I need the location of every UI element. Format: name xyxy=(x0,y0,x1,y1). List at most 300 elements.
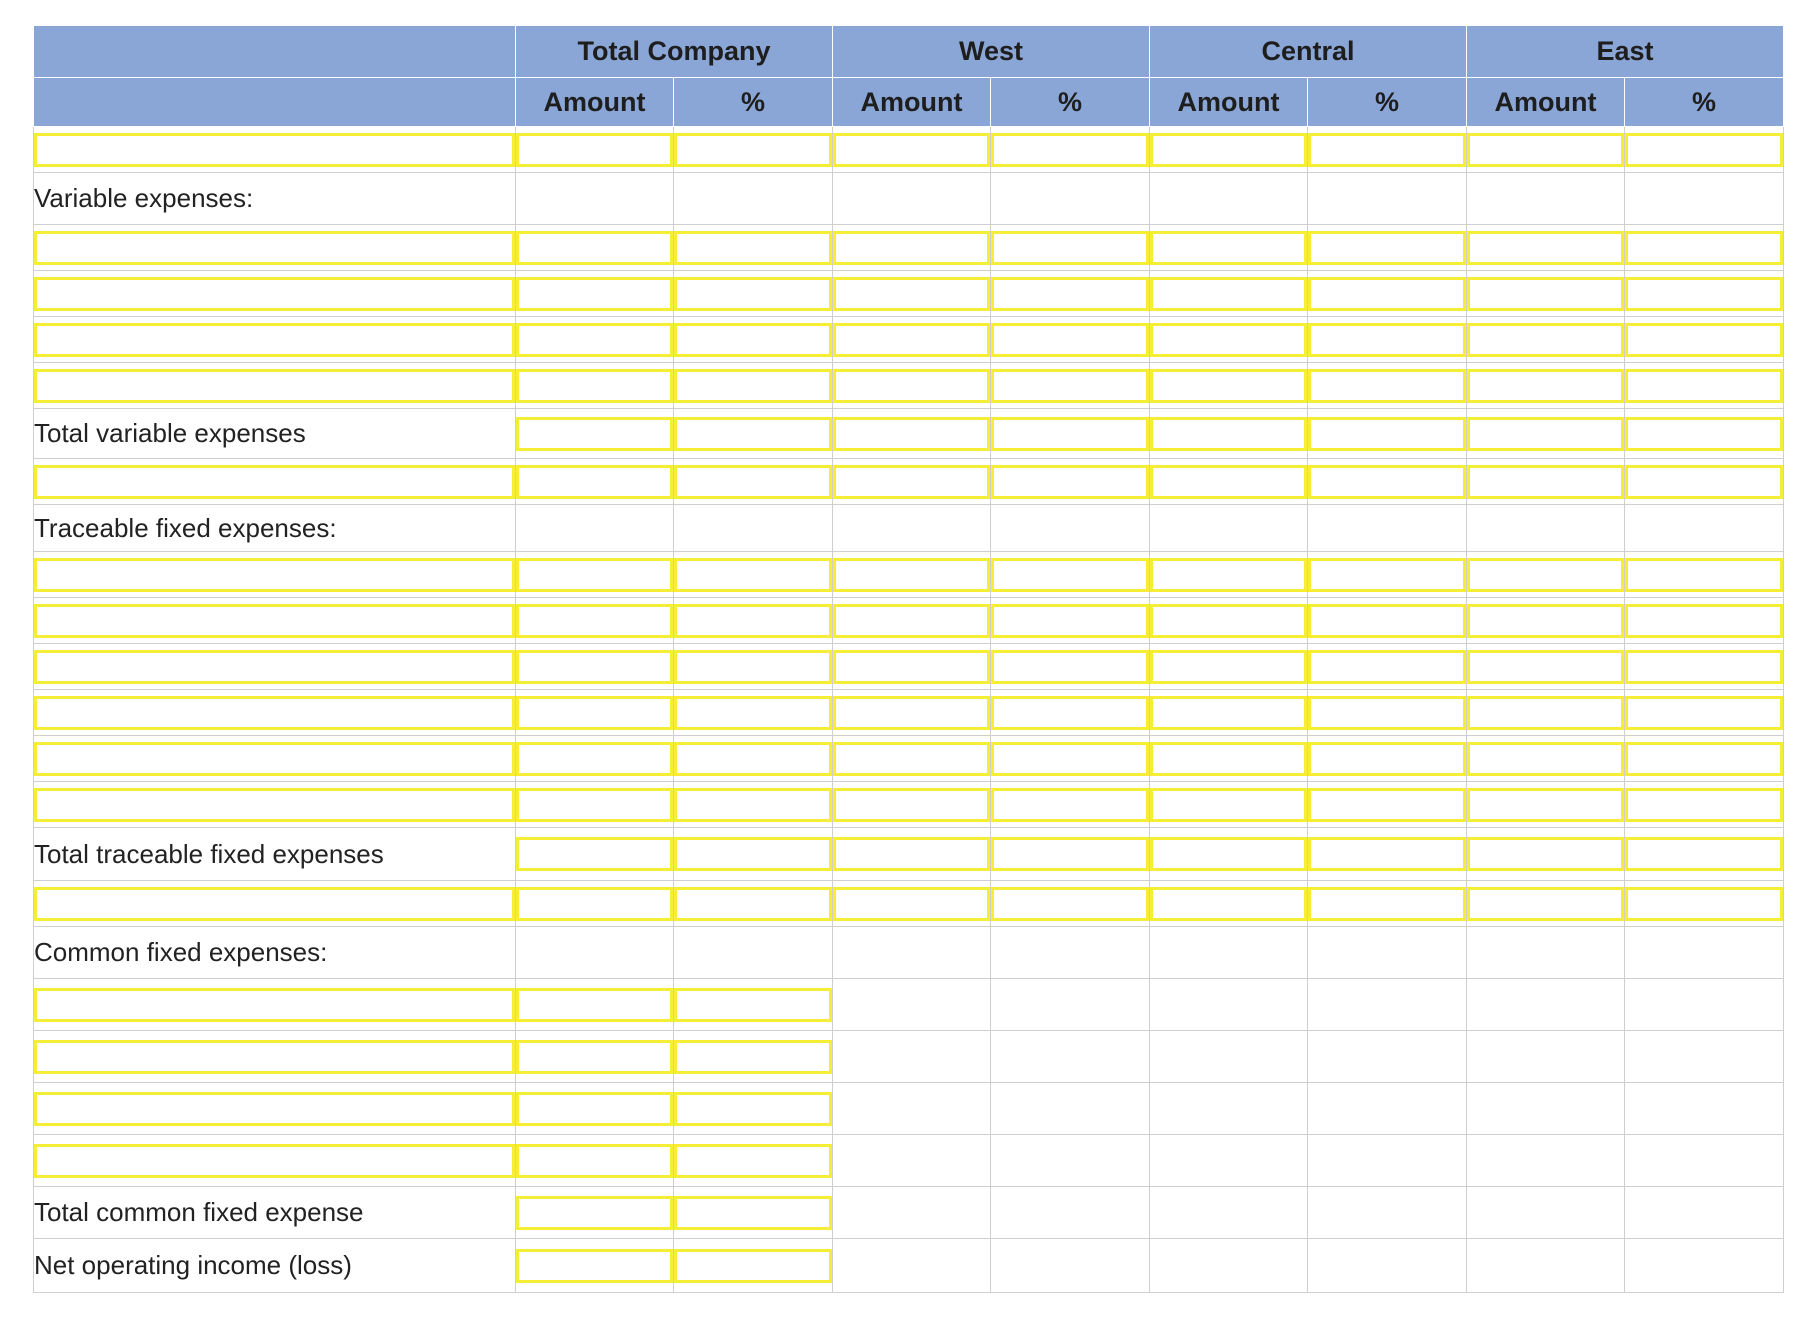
total-percent-input[interactable] xyxy=(674,887,832,921)
central-amount-input[interactable] xyxy=(1150,696,1307,730)
sales-east-percent-input[interactable] xyxy=(1625,133,1783,167)
empty-cell xyxy=(1625,1083,1784,1135)
amount-cell xyxy=(516,782,674,828)
total-amount-input[interactable] xyxy=(516,558,673,592)
contribution-margin-label-cell xyxy=(34,459,516,505)
total-amount-input[interactable] xyxy=(516,231,673,265)
west-percent-input[interactable] xyxy=(991,277,1149,311)
amount-cell xyxy=(1467,409,1625,459)
empty-cell xyxy=(833,927,991,979)
percent-cell xyxy=(1625,644,1784,690)
variable-expense-label-input[interactable] xyxy=(34,277,515,311)
segmented-income-statement-table xyxy=(33,25,1784,1293)
empty-cell xyxy=(1467,979,1625,1031)
empty-cell xyxy=(833,1083,991,1135)
east-amount-input[interactable] xyxy=(1467,277,1624,311)
empty-cell xyxy=(1467,1083,1625,1135)
percent-cell xyxy=(991,598,1150,644)
percent-cell xyxy=(991,225,1150,271)
variable-expense-label-cell xyxy=(34,363,516,409)
header-row-groups xyxy=(34,26,1784,78)
east-amount-input[interactable] xyxy=(1467,887,1624,921)
sales-label-input[interactable] xyxy=(34,133,515,167)
percent-cell xyxy=(1308,271,1467,317)
central-amount-input[interactable] xyxy=(1150,465,1307,499)
sales-west-percent-cell xyxy=(991,127,1150,173)
amount-cell xyxy=(1150,736,1308,782)
west-percent-input[interactable] xyxy=(991,650,1149,684)
empty-cell xyxy=(1308,927,1467,979)
total-percent-input[interactable] xyxy=(674,1092,832,1126)
total-variable-expenses-row xyxy=(34,409,1784,459)
amount-cell xyxy=(516,271,674,317)
variable-expense-label-cell xyxy=(34,317,516,363)
variable-expense-label-input[interactable] xyxy=(34,231,515,265)
amount-cell xyxy=(516,1031,674,1083)
east-percent-input[interactable] xyxy=(1625,417,1783,451)
traceable-fixed-expense-label-input[interactable] xyxy=(34,650,515,684)
traceable-fixed-expense-label-cell xyxy=(34,736,516,782)
empty-cell xyxy=(1150,979,1308,1031)
central-amount-input[interactable] xyxy=(1150,558,1307,592)
total-amount-input[interactable] xyxy=(516,1092,673,1126)
amount-cell xyxy=(1467,736,1625,782)
total-common-fixed-expense-row xyxy=(34,1187,1784,1239)
amount-cell xyxy=(1150,552,1308,598)
sales-west-amount-input[interactable] xyxy=(833,133,990,167)
central-amount-input[interactable] xyxy=(1150,417,1307,451)
amount-cell xyxy=(516,363,674,409)
header-central-percent: % xyxy=(1308,78,1467,127)
common-fixed-expense-row xyxy=(34,979,1784,1031)
west-percent-input[interactable] xyxy=(991,696,1149,730)
total-amount-input[interactable] xyxy=(516,369,673,403)
header-row-columns xyxy=(34,78,1784,127)
east-amount-input[interactable] xyxy=(1467,231,1624,265)
west-amount-input[interactable] xyxy=(833,231,990,265)
west-amount-input[interactable] xyxy=(833,323,990,357)
percent-cell xyxy=(1625,459,1784,505)
amount-cell xyxy=(516,690,674,736)
empty-cell xyxy=(1150,927,1308,979)
sales-total-amount-input[interactable] xyxy=(516,133,673,167)
east-amount-input[interactable] xyxy=(1467,742,1624,776)
percent-cell xyxy=(1625,317,1784,363)
traceable-fixed-expense-label-input[interactable] xyxy=(34,742,515,776)
total-percent-input[interactable] xyxy=(674,788,832,822)
common-fixed-expense-label-input[interactable] xyxy=(34,1092,515,1126)
traceable-fixed-expense-label-input[interactable] xyxy=(34,604,515,638)
common-fixed-expense-label-input[interactable] xyxy=(34,1040,515,1074)
central-percent-input[interactable] xyxy=(1308,558,1466,592)
central-percent-input[interactable] xyxy=(1308,231,1466,265)
amount-cell xyxy=(1467,317,1625,363)
sales-central-amount-input[interactable] xyxy=(1150,133,1307,167)
percent-cell xyxy=(991,828,1150,881)
total-percent-input[interactable] xyxy=(674,417,832,451)
percent-cell xyxy=(991,690,1150,736)
central-amount-input[interactable] xyxy=(1150,837,1307,871)
west-amount-input[interactable] xyxy=(833,369,990,403)
empty-cell xyxy=(1625,1239,1784,1293)
total-amount-input[interactable] xyxy=(516,1144,673,1178)
west-percent-input[interactable] xyxy=(991,465,1149,499)
percent-cell xyxy=(674,782,833,828)
total-percent-input[interactable] xyxy=(674,277,832,311)
percent-cell xyxy=(674,1031,833,1083)
variable-expense-row xyxy=(34,271,1784,317)
amount-cell xyxy=(1150,598,1308,644)
east-amount-input[interactable] xyxy=(1467,788,1624,822)
east-percent-input[interactable] xyxy=(1625,558,1783,592)
east-percent-input[interactable] xyxy=(1625,742,1783,776)
east-amount-input[interactable] xyxy=(1467,323,1624,357)
total-percent-input[interactable] xyxy=(674,742,832,776)
empty-cell xyxy=(674,927,833,979)
net-operating-income-label: Net operating income (loss) xyxy=(34,1239,516,1293)
empty-cell xyxy=(991,1239,1150,1293)
central-amount-input[interactable] xyxy=(1150,604,1307,638)
central-amount-input[interactable] xyxy=(1150,788,1307,822)
header-east-percent: % xyxy=(1625,78,1784,127)
east-amount-input[interactable] xyxy=(1467,369,1624,403)
header-blank xyxy=(34,26,516,78)
east-percent-input[interactable] xyxy=(1625,323,1783,357)
amount-cell xyxy=(1467,271,1625,317)
percent-cell xyxy=(1625,552,1784,598)
west-amount-input[interactable] xyxy=(833,650,990,684)
empty-cell xyxy=(991,1187,1150,1239)
central-percent-input[interactable] xyxy=(1308,323,1466,357)
amount-cell xyxy=(516,225,674,271)
percent-cell xyxy=(674,363,833,409)
percent-cell xyxy=(1625,782,1784,828)
percent-cell xyxy=(674,828,833,881)
contribution-margin-label-input[interactable] xyxy=(34,465,515,499)
empty-cell xyxy=(1467,173,1625,225)
empty-cell xyxy=(1308,1135,1467,1187)
east-amount-input[interactable] xyxy=(1467,465,1624,499)
central-amount-input[interactable] xyxy=(1150,887,1307,921)
total-amount-input[interactable] xyxy=(516,837,673,871)
total-percent-input[interactable] xyxy=(674,231,832,265)
variable-expenses-label: Variable expenses: xyxy=(34,173,516,225)
empty-cell xyxy=(674,505,833,552)
total-percent-input[interactable] xyxy=(674,604,832,638)
percent-cell xyxy=(1625,409,1784,459)
percent-cell xyxy=(1308,317,1467,363)
east-amount-input[interactable] xyxy=(1467,650,1624,684)
traceable-fixed-expense-label-cell xyxy=(34,552,516,598)
empty-cell xyxy=(1308,173,1467,225)
east-amount-input[interactable] xyxy=(1467,417,1624,451)
percent-cell xyxy=(991,317,1150,363)
east-amount-input[interactable] xyxy=(1467,837,1624,871)
total-amount-input[interactable] xyxy=(516,323,673,357)
total-percent-input[interactable] xyxy=(674,988,832,1022)
amount-cell xyxy=(833,271,991,317)
traceable-fixed-expense-label-cell xyxy=(34,782,516,828)
total-amount-input[interactable] xyxy=(516,742,673,776)
west-amount-input[interactable] xyxy=(833,417,990,451)
total-percent-input[interactable] xyxy=(674,558,832,592)
east-percent-input[interactable] xyxy=(1625,277,1783,311)
west-percent-input[interactable] xyxy=(991,231,1149,265)
percent-cell xyxy=(1625,598,1784,644)
total-amount-input[interactable] xyxy=(516,1196,673,1230)
total-amount-input[interactable] xyxy=(516,696,673,730)
east-percent-input[interactable] xyxy=(1625,650,1783,684)
total-percent-input[interactable] xyxy=(674,1196,832,1230)
west-amount-input[interactable] xyxy=(833,604,990,638)
central-percent-input[interactable] xyxy=(1308,417,1466,451)
header-total-company: Total Company xyxy=(516,26,833,78)
empty-cell xyxy=(1150,1135,1308,1187)
central-percent-input[interactable] xyxy=(1308,465,1466,499)
header-east: East xyxy=(1467,26,1784,78)
amount-cell xyxy=(516,979,674,1031)
percent-cell xyxy=(1625,271,1784,317)
traceable-fixed-expense-label-input[interactable] xyxy=(34,696,515,730)
empty-cell xyxy=(991,505,1150,552)
header-central: Central xyxy=(1150,26,1467,78)
amount-cell xyxy=(833,881,991,927)
central-percent-input[interactable] xyxy=(1308,696,1466,730)
total-percent-input[interactable] xyxy=(674,696,832,730)
east-percent-input[interactable] xyxy=(1625,231,1783,265)
percent-cell xyxy=(991,459,1150,505)
empty-cell xyxy=(833,505,991,552)
central-percent-input[interactable] xyxy=(1308,887,1466,921)
traceable-fixed-expense-row xyxy=(34,782,1784,828)
east-percent-input[interactable] xyxy=(1625,837,1783,871)
sales-total-percent-input[interactable] xyxy=(674,133,832,167)
percent-cell xyxy=(1625,225,1784,271)
east-amount-input[interactable] xyxy=(1467,604,1624,638)
empty-cell xyxy=(991,927,1150,979)
percent-cell xyxy=(1308,782,1467,828)
west-amount-input[interactable] xyxy=(833,837,990,871)
west-percent-input[interactable] xyxy=(991,837,1149,871)
total-percent-input[interactable] xyxy=(674,369,832,403)
amount-cell xyxy=(1467,552,1625,598)
east-percent-input[interactable] xyxy=(1625,887,1783,921)
west-percent-input[interactable] xyxy=(991,369,1149,403)
amount-cell xyxy=(516,459,674,505)
total-amount-input[interactable] xyxy=(516,1249,673,1283)
empty-cell xyxy=(1308,1083,1467,1135)
east-percent-input[interactable] xyxy=(1625,696,1783,730)
percent-cell xyxy=(674,979,833,1031)
central-percent-input[interactable] xyxy=(1308,277,1466,311)
variable-expense-label-input[interactable] xyxy=(34,323,515,357)
amount-cell xyxy=(516,736,674,782)
amount-cell xyxy=(1467,363,1625,409)
east-percent-input[interactable] xyxy=(1625,465,1783,499)
west-percent-input[interactable] xyxy=(991,742,1149,776)
total-variable-expenses-label: Total variable expenses xyxy=(34,409,516,459)
percent-cell xyxy=(1308,409,1467,459)
west-amount-input[interactable] xyxy=(833,788,990,822)
central-amount-input[interactable] xyxy=(1150,742,1307,776)
variable-expense-label-cell xyxy=(34,225,516,271)
total-amount-input[interactable] xyxy=(516,417,673,451)
empty-cell xyxy=(1625,1187,1784,1239)
percent-cell xyxy=(1308,644,1467,690)
east-percent-input[interactable] xyxy=(1625,604,1783,638)
segment-margin-label-cell xyxy=(34,881,516,927)
percent-cell xyxy=(991,363,1150,409)
empty-cell xyxy=(1308,979,1467,1031)
west-percent-input[interactable] xyxy=(991,558,1149,592)
empty-cell xyxy=(1625,1031,1784,1083)
east-amount-input[interactable] xyxy=(1467,558,1624,592)
sales-total-amount-cell xyxy=(516,127,674,173)
west-amount-input[interactable] xyxy=(833,558,990,592)
traceable-fixed-expense-label-cell xyxy=(34,690,516,736)
percent-cell xyxy=(1625,690,1784,736)
variable-expense-label-input[interactable] xyxy=(34,369,515,403)
central-percent-input[interactable] xyxy=(1308,788,1466,822)
central-percent-input[interactable] xyxy=(1308,604,1466,638)
traceable-fixed-expense-row xyxy=(34,644,1784,690)
traceable-fixed-expense-row xyxy=(34,598,1784,644)
total-amount-input[interactable] xyxy=(516,988,673,1022)
header-west: West xyxy=(833,26,1150,78)
total-percent-input[interactable] xyxy=(674,1249,832,1283)
west-amount-input[interactable] xyxy=(833,465,990,499)
empty-cell xyxy=(833,1031,991,1083)
percent-cell xyxy=(1308,552,1467,598)
total-traceable-fixed-expenses-label: Total traceable fixed expenses xyxy=(34,828,516,881)
total-percent-input[interactable] xyxy=(674,1144,832,1178)
common-fixed-expenses-label: Common fixed expenses: xyxy=(34,927,516,979)
total-percent-input[interactable] xyxy=(674,323,832,357)
total-percent-input[interactable] xyxy=(674,650,832,684)
total-amount-input[interactable] xyxy=(516,650,673,684)
variable-expense-row xyxy=(34,225,1784,271)
amount-cell xyxy=(833,598,991,644)
total-common-fixed-expense-label: Total common fixed expense xyxy=(34,1187,516,1239)
central-percent-input[interactable] xyxy=(1308,742,1466,776)
empty-cell xyxy=(1467,1135,1625,1187)
amount-cell xyxy=(516,1187,674,1239)
traceable-fixed-expenses-label: Traceable fixed expenses: xyxy=(34,505,516,552)
west-percent-input[interactable] xyxy=(991,323,1149,357)
percent-cell xyxy=(991,409,1150,459)
percent-cell xyxy=(991,644,1150,690)
sales-east-amount-input[interactable] xyxy=(1467,133,1624,167)
percent-cell xyxy=(1625,828,1784,881)
east-percent-input[interactable] xyxy=(1625,788,1783,822)
total-amount-input[interactable] xyxy=(516,604,673,638)
traceable-fixed-expense-label-input[interactable] xyxy=(34,788,515,822)
traceable-fixed-expense-label-cell xyxy=(34,644,516,690)
total-amount-input[interactable] xyxy=(516,465,673,499)
west-percent-input[interactable] xyxy=(991,417,1149,451)
amount-cell xyxy=(1467,690,1625,736)
common-fixed-expense-row xyxy=(34,1135,1784,1187)
segment-margin-label-input[interactable] xyxy=(34,887,515,921)
header-east-amount: Amount xyxy=(1467,78,1625,127)
east-percent-input[interactable] xyxy=(1625,369,1783,403)
amount-cell xyxy=(1150,459,1308,505)
total-percent-input[interactable] xyxy=(674,1040,832,1074)
amount-cell xyxy=(833,690,991,736)
header-west-amount: Amount xyxy=(833,78,991,127)
total-percent-input[interactable] xyxy=(674,837,832,871)
amount-cell xyxy=(833,225,991,271)
empty-cell xyxy=(1150,1031,1308,1083)
empty-cell xyxy=(1625,1135,1784,1187)
total-amount-input[interactable] xyxy=(516,887,673,921)
percent-cell xyxy=(674,1135,833,1187)
common-fixed-expense-label-input[interactable] xyxy=(34,988,515,1022)
header-total-company-amount: Amount xyxy=(516,78,674,127)
central-percent-input[interactable] xyxy=(1308,650,1466,684)
percent-cell xyxy=(674,1187,833,1239)
total-amount-input[interactable] xyxy=(516,277,673,311)
amount-cell xyxy=(1467,644,1625,690)
central-amount-input[interactable] xyxy=(1150,231,1307,265)
traceable-fixed-expense-label-input[interactable] xyxy=(34,558,515,592)
total-amount-input[interactable] xyxy=(516,1040,673,1074)
sales-row xyxy=(34,127,1784,173)
total-amount-input[interactable] xyxy=(516,788,673,822)
central-amount-input[interactable] xyxy=(1150,323,1307,357)
central-percent-input[interactable] xyxy=(1308,369,1466,403)
west-percent-input[interactable] xyxy=(991,887,1149,921)
central-amount-input[interactable] xyxy=(1150,277,1307,311)
traceable-fixed-expense-row xyxy=(34,552,1784,598)
sales-central-percent-input[interactable] xyxy=(1308,133,1466,167)
percent-cell xyxy=(1308,459,1467,505)
central-amount-input[interactable] xyxy=(1150,369,1307,403)
traceable-fixed-expense-row xyxy=(34,690,1784,736)
sales-west-percent-input[interactable] xyxy=(991,133,1149,167)
east-amount-input[interactable] xyxy=(1467,696,1624,730)
west-amount-input[interactable] xyxy=(833,696,990,730)
west-percent-input[interactable] xyxy=(991,788,1149,822)
amount-cell xyxy=(833,459,991,505)
empty-cell xyxy=(1308,1187,1467,1239)
west-amount-input[interactable] xyxy=(833,742,990,776)
contribution-margin-row xyxy=(34,459,1784,505)
west-percent-input[interactable] xyxy=(991,604,1149,638)
variable-expense-label-cell xyxy=(34,271,516,317)
amount-cell xyxy=(1467,881,1625,927)
west-amount-input[interactable] xyxy=(833,277,990,311)
percent-cell xyxy=(1308,828,1467,881)
amount-cell xyxy=(833,644,991,690)
common-fixed-expense-label-cell xyxy=(34,1135,516,1187)
empty-cell xyxy=(1150,1187,1308,1239)
west-amount-input[interactable] xyxy=(833,887,990,921)
central-amount-input[interactable] xyxy=(1150,650,1307,684)
header-blank xyxy=(34,78,516,127)
common-fixed-expense-label-input[interactable] xyxy=(34,1144,515,1178)
variable-expense-row xyxy=(34,363,1784,409)
total-percent-input[interactable] xyxy=(674,465,832,499)
common-fixed-expense-label-cell xyxy=(34,1083,516,1135)
amount-cell xyxy=(1150,317,1308,363)
central-percent-input[interactable] xyxy=(1308,837,1466,871)
common-fixed-expense-row xyxy=(34,1083,1784,1135)
common-fixed-expenses-heading-row xyxy=(34,927,1784,979)
empty-cell xyxy=(991,979,1150,1031)
amount-cell xyxy=(1150,690,1308,736)
percent-cell xyxy=(991,271,1150,317)
